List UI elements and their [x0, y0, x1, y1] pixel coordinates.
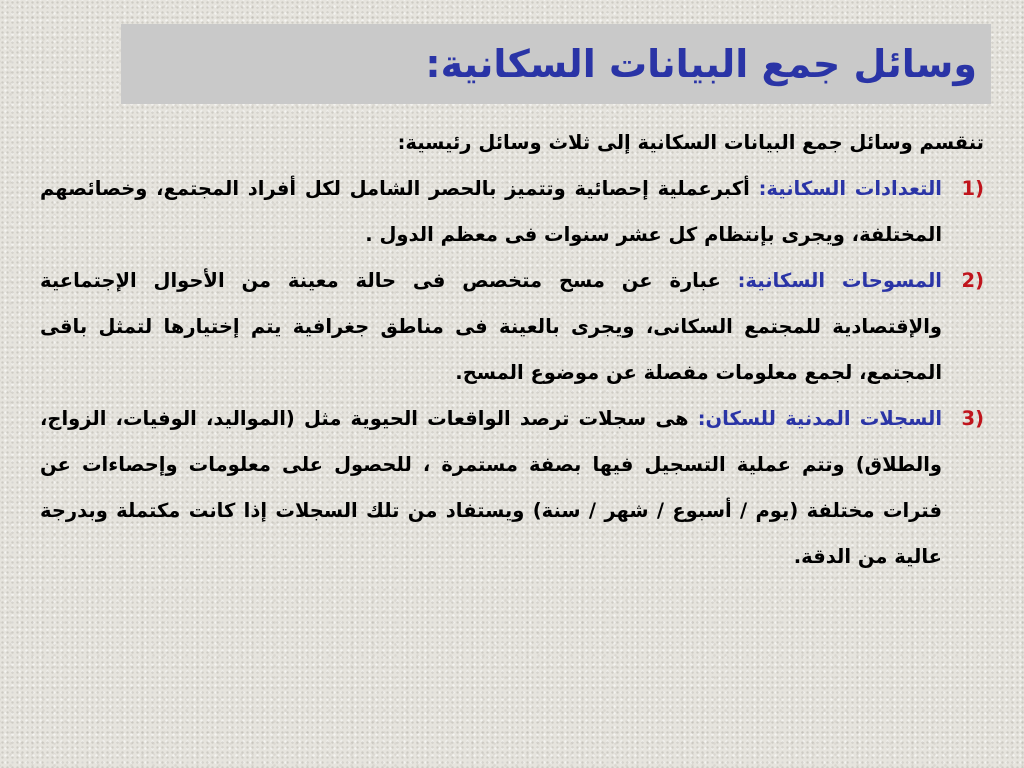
- item-body: [40, 258, 942, 396]
- list-item-surveys: [40, 258, 984, 396]
- item-term: السجلات المدنية للسكان:: [697, 407, 943, 430]
- item-text: عبارة عن مسح متخصص فى حالة معينة من الأحوال الإجتماعية والإقتصادية للمجتمع السكانى، ويجرى بالعينة فى مناطق جغرافية يتم إختيارها لتمثل باقى المجتمع، لجمع معلومات مفصلة عن موضوع المسح.: [40, 269, 942, 384]
- slide-title: وسائل جمع البيانات السكانية:: [425, 42, 977, 86]
- title-bar: [121, 24, 991, 104]
- list-item-censuses: [40, 166, 984, 258]
- item-number: 1): [961, 177, 984, 200]
- item-number: 2): [961, 269, 984, 292]
- item-text: أكبرعملية إحصائية وتتميز بالحصر الشامل لكل أفراد المجتمع، وخصائصهم المختلفة، ويجرى بإنتظام كل عشر سنوات فى معظم الدول .: [40, 177, 942, 246]
- intro-text: تنقسم وسائل جمع البيانات السكانية إلى ثلاث وسائل رئيسية:: [397, 131, 984, 154]
- slide-content: [40, 120, 984, 580]
- item-body: [40, 166, 942, 258]
- item-text: هى سجلات ترصد الواقعات الحيوية مثل (المواليد، الوفيات، الزواج، والطلاق) وتتم عملية التسجيل فيها بصفة مستمرة ، للحصول على معلومات وإحصاءات عن فترات مختلفة (يوم / أسبوع / شهر / سنة) ويستفاد من تلك السجلات إذا كانت مكتملة وبدرجة عالية من الدقة.: [40, 407, 942, 568]
- list-item-civil-registers: [40, 396, 984, 580]
- item-body: [40, 396, 942, 580]
- item-term: التعدادات السكانية:: [758, 177, 942, 200]
- item-number: 3): [961, 407, 984, 430]
- item-term: المسوحات السكانية:: [737, 269, 942, 292]
